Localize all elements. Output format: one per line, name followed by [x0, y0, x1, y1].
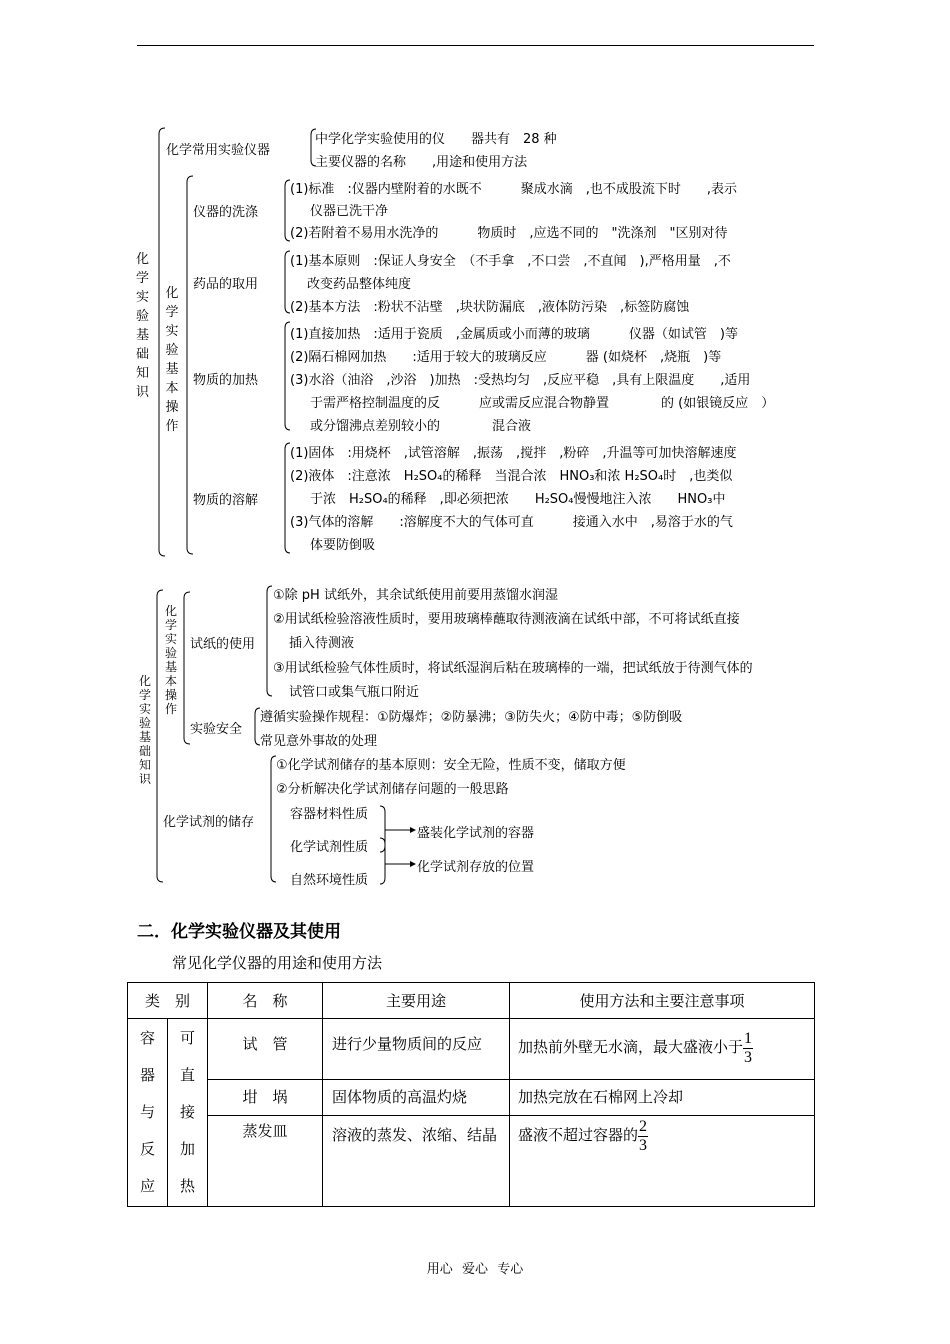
- washing-line-3: (2)若附着不易用水洗净的 物质时 ,应选不同的 "洗涤剂 "区别对待: [290, 226, 728, 241]
- category2-label: 可直接加热: [179, 1031, 195, 1195]
- safety-line-2: 常见意外事故的处理: [260, 734, 378, 749]
- diagram1-root-label: 化学实验基础知识: [135, 252, 149, 400]
- category1-label: 容器与反应: [139, 1031, 155, 1195]
- test-paper-line-2: ②用试纸检验溶液性质时，要用玻璃棒蘸取待测液滴在试纸中部，不可将试纸直接: [273, 612, 740, 627]
- storage-label: 化学试剂的储存: [163, 815, 255, 830]
- basic-ops-label: 化学实验基本操作: [165, 286, 179, 434]
- dissolving-line-2: (2)液体 :注意浓 H₂SO₄的稀释 当混合浓 HNO₃和浓 H₂SO₄时 ,也类似: [290, 469, 733, 484]
- test-paper-line-5: 试管口或集气瓶口附近: [289, 685, 420, 700]
- washing-line-2: 仪器已洗干净: [310, 204, 389, 219]
- row2-name: 坩 埚: [208, 1079, 323, 1115]
- row1-name: 试 管: [208, 1019, 323, 1080]
- storage-outcome-1: 盛装化学试剂的容器: [417, 826, 535, 841]
- storage-line-1: ①化学试剂储存的基本原则：安全无险，性质不变，储取方便: [276, 758, 626, 773]
- instrument-table: [127, 982, 815, 1207]
- dissolving-line-4: (3)气体的溶解 :溶解度不大的气体可直 接通入水中 ,易溶于水的气: [290, 515, 733, 530]
- table-header-row: [128, 983, 815, 1019]
- basic-ops2-label: 化学实验基本操作: [164, 604, 177, 716]
- instruments-label: 化学常用实验仪器: [166, 143, 271, 158]
- washing-line-1: (1)标准 :仪器内壁附着的水既不 聚成水滴 ,也不成股流下时 ,表示: [290, 182, 738, 197]
- heating-line-4: 于需严格控制温度的反 应或需反应混合物静置 的 (如银镜反应 ）: [310, 396, 775, 411]
- table-row: [128, 1115, 815, 1206]
- instruments-item-1: 中学化学实验使用的仪 器共有 28 种: [315, 132, 557, 147]
- taking-label: 药品的取用: [193, 277, 259, 292]
- test-paper-line-4: ③用试纸检验气体性质时，将试纸湿润后粘在玻璃棒的一端，把试纸放于待测气体的: [273, 661, 753, 676]
- dissolving-line-5: 体要防倒吸: [310, 538, 376, 553]
- fraction-two-thirds: $\frac{2}{3}$: [639, 1117, 648, 1154]
- instruments-item-2: 主要仪器的名称 ,用途和使用方法: [315, 155, 528, 170]
- heating-line-2: (2)隔石棉网加热 :适用于较大的玻璃反应 器 (如烧杯 ,烧瓶 )等: [290, 350, 722, 365]
- row3-use: 溶液的蒸发、浓缩、结晶: [323, 1115, 510, 1206]
- taking-line-2: 改变药品整体纯度: [307, 277, 412, 292]
- storage-line-2: ②分析解决化学试剂储存问题的一般思路: [276, 782, 509, 797]
- dissolving-label: 物质的溶解: [193, 493, 259, 508]
- header-note: 使用方法和主要注意事项: [510, 983, 815, 1019]
- row2-note: 加热完放在石棉网上冷却: [510, 1079, 815, 1115]
- test-paper-line-1: ①除 pH 试纸外，其余试纸使用前要用蒸馏水润湿: [273, 588, 558, 603]
- fraction-one-third: $\frac{1}{3}$: [744, 1030, 753, 1067]
- row3-name: 蒸发皿: [208, 1115, 323, 1206]
- storage-factor-3: 自然环境性质: [290, 873, 369, 888]
- heating-line-1: (1)直接加热 :适用于瓷质 ,金属质或小而薄的玻璃 仪器（如试管 )等: [290, 327, 738, 342]
- table-row: [128, 1079, 815, 1115]
- table-row: [128, 1019, 815, 1080]
- row2-use: 固体物质的高温灼烧: [323, 1079, 510, 1115]
- diagram2-root-label: 化学实验基础知识: [138, 674, 151, 786]
- page-footer: 用心 爱心 专心: [426, 1261, 524, 1276]
- row1-use: 进行少量物质间的反应: [323, 1019, 510, 1080]
- row3-note: 盛液不超过容器的: [518, 1127, 639, 1144]
- dissolving-line-1: (1)固体 :用烧杯 ,试管溶解 ,振荡 ,搅拌 ,粉碎 ,升温等可加快溶解速度: [290, 446, 737, 461]
- heating-line-5: 或分馏沸点差别较小的 混合液: [310, 419, 532, 434]
- taking-line-1: (1)基本原则 :保证人身安全 （不手拿 ,不口尝 ,不直闻 ),严格用量 ,不: [290, 254, 731, 269]
- heating-line-3: (3)水浴（油浴 ,沙浴 )加热 :受热均匀 ,反应平稳 ,具有上限温度 ,适用: [290, 373, 751, 388]
- header-name: 名 称: [208, 983, 323, 1019]
- section-heading: 二．化学实验仪器及其使用: [137, 922, 341, 942]
- header-use: 主要用途: [323, 983, 510, 1019]
- safety-line-1: 遵循实验操作规程：①防爆炸；②防暴沸；③防失火；④防中毒；⑤防倒吸: [260, 710, 683, 725]
- test-paper-line-3: 插入待测液: [289, 636, 355, 651]
- test-paper-label: 试纸的使用: [190, 637, 256, 652]
- taking-line-3: (2)基本方法 :粉状不沾壁 ,块状防漏底 ,液体防污染 ,标签防腐蚀: [290, 300, 690, 315]
- header-category: 类 别: [128, 983, 208, 1019]
- row1-note: 加热前外壁无水滴，最大盛液小于: [518, 1040, 744, 1057]
- storage-outcome-2: 化学试剂存放的位置: [417, 860, 535, 875]
- section-subtitle: 常见化学仪器的用途和使用方法: [172, 956, 383, 972]
- dissolving-line-3: 于浓 H₂SO₄的稀释 ,即必须把浓 H₂SO₄慢慢地注入浓 HNO₃中: [310, 492, 726, 507]
- storage-factor-1: 容器材料性质: [290, 807, 369, 822]
- washing-label: 仪器的洗涤: [193, 205, 259, 220]
- safety-label: 实验安全: [190, 722, 243, 737]
- storage-factor-2: 化学试剂性质: [290, 840, 369, 855]
- heating-label: 物质的加热: [193, 373, 259, 388]
